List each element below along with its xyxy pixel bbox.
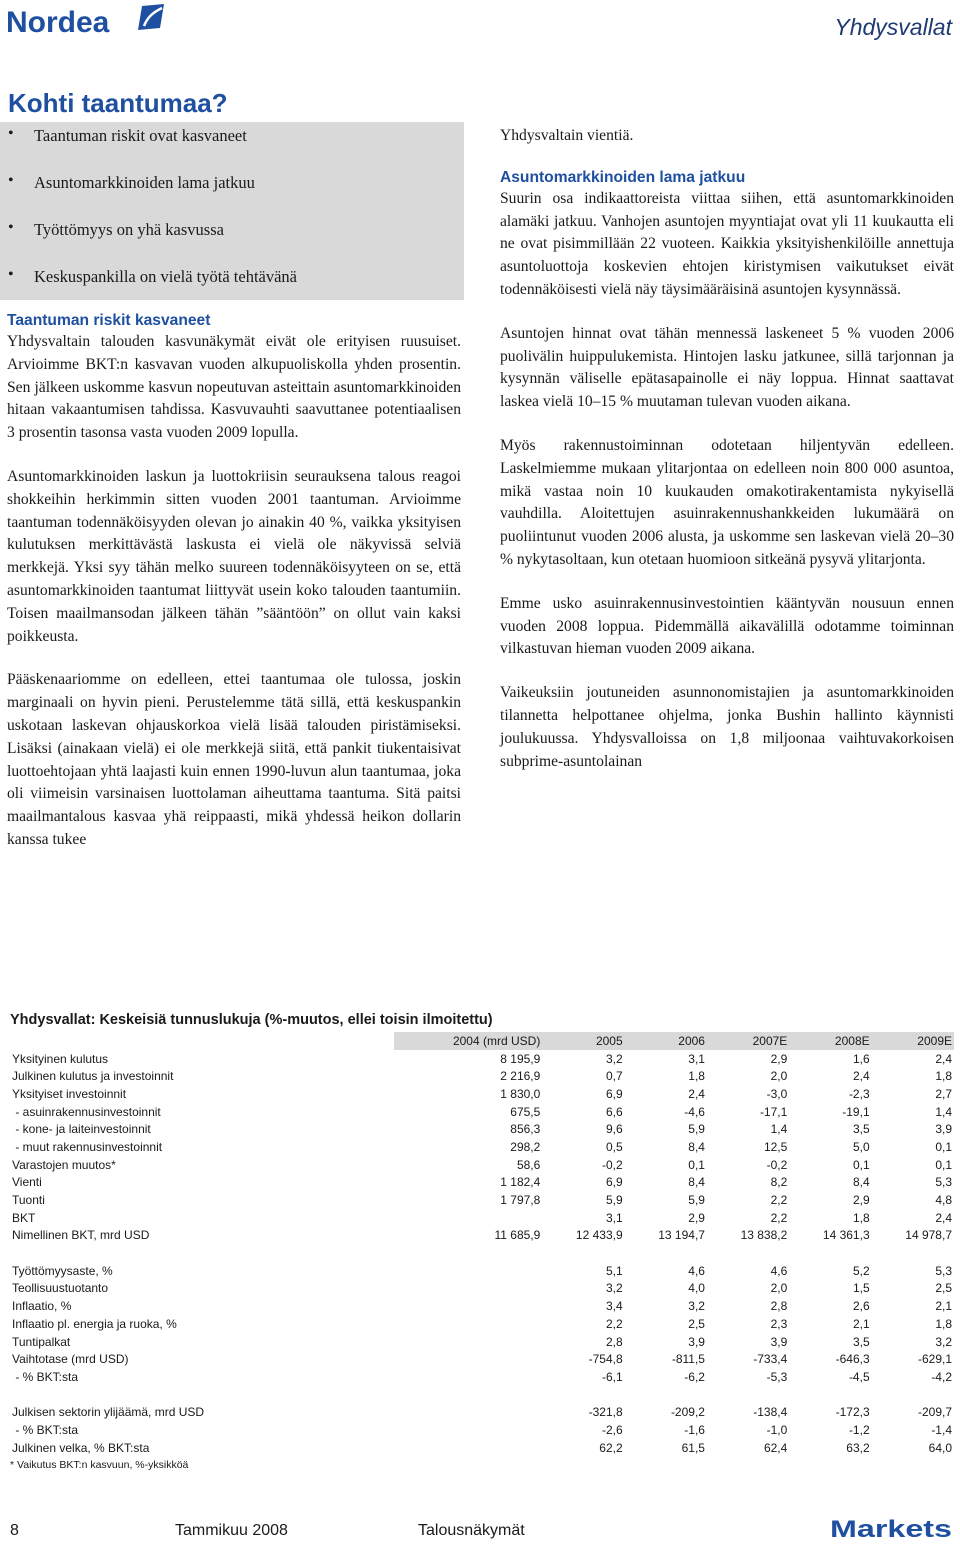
table-cell: 4,0 bbox=[688, 1281, 705, 1296]
table-cell: 0,1 bbox=[935, 1139, 952, 1154]
table-cell: 6,6 bbox=[605, 1104, 623, 1119]
row-label: Yksityinen kulutus bbox=[12, 1051, 109, 1066]
table-header-cell: 2005 bbox=[542, 1032, 624, 1050]
table-cell bbox=[394, 1439, 542, 1457]
row-label: - muut rakennusinvestoinnit bbox=[12, 1139, 163, 1154]
table-cell: -4,5 bbox=[848, 1369, 870, 1384]
table-cell: 2,4 bbox=[688, 1086, 705, 1101]
table-cell bbox=[394, 1350, 542, 1368]
key-figures-table bbox=[10, 1032, 954, 1457]
table-cell: -209,2 bbox=[670, 1405, 705, 1420]
paragraph: Suurin osa indikaattoreista viittaa siihen, että asuntomarkkinoiden alamäki jatkuu. Vanhojen asuntojen myyntiajat ovat yli 11 kuukautta eli ne ovat pisimmillään 22 vuoteen. Kaikkia yksityishenkilöille annettuja asuntoluottoja koskevien ehtojen kiristymisen vaikutukset eivät todennäköisesti vielä näy täysimääräisinä asuntojen kysynnässä. bbox=[500, 189, 954, 298]
row-label: Inflaatio pl. energia ja ruoka, % bbox=[12, 1316, 177, 1331]
table-row bbox=[10, 1227, 954, 1245]
table-cell: 8,4 bbox=[688, 1175, 705, 1190]
table-cell: 5,9 bbox=[688, 1122, 705, 1137]
table-cell: -1,0 bbox=[766, 1422, 788, 1437]
paragraph: Asuntomarkkinoiden laskun ja luottokriisin seurauksena talous reagoi shokkeihin herkimmin sitten vuoden 2001 taantuman. Arvioimme taantuman todennäköisyyden olevan jo ainakin 40 %, vaikka yksityisen kulutuksen merkittävästä laskusta ei vielä ole näkyvissä selviä merkkejä. Yksi syy tähän melko suureen todennäköisyyteen on se, että asuntomarkkinoiden taantumat liittyvät usein koko talouden taantumiin. Toisen maailmansodan jälkeen tähän ”sääntöön” on ollut vain kaksi poikkeusta. bbox=[7, 467, 461, 645]
paragraph: Vaikeuksiin joutuneiden asunnonomistajien ja asuntomarkkinoiden tilannetta helpottanee ohjelma, jonka Bushin hallinto käynnisti joulukuussa. Yhdysvalloissa on 1,8 miljoonaa vaihtuvakorkoisen subprime-asuntolainan bbox=[500, 684, 954, 770]
summary-bullet: • Työttömyys on yhä kasvussa bbox=[34, 220, 224, 240]
table-cell: 2,4 bbox=[935, 1210, 952, 1225]
table-cell: 58,6 bbox=[516, 1157, 541, 1172]
table-row bbox=[10, 1262, 954, 1280]
table-cell: 2,4 bbox=[935, 1051, 952, 1066]
section-heading: Taantuman riskit kasvaneet bbox=[7, 312, 211, 329]
table-cell: -172,3 bbox=[835, 1405, 870, 1420]
table-row bbox=[10, 1209, 954, 1227]
table-cell: -3,0 bbox=[766, 1086, 788, 1101]
row-label: Nimellinen BKT, mrd USD bbox=[12, 1228, 150, 1243]
nordea-logo bbox=[6, 2, 168, 40]
table-cell: 3,1 bbox=[605, 1210, 623, 1225]
table-cell: 1,8 bbox=[935, 1069, 952, 1084]
table-header-cell: 2009E bbox=[872, 1032, 954, 1050]
table-cell: 8,4 bbox=[688, 1139, 705, 1154]
row-label: Julkinen kulutus ja investoinnit bbox=[12, 1069, 174, 1084]
table-cell: -2,3 bbox=[848, 1086, 870, 1101]
table-header-cell: 2004 (mrd USD) bbox=[394, 1032, 542, 1050]
table-cell: 2,0 bbox=[770, 1069, 788, 1084]
table-cell: 3,2 bbox=[688, 1299, 705, 1314]
table-cell: 6,9 bbox=[605, 1086, 623, 1101]
table-cell: -4,2 bbox=[931, 1369, 952, 1384]
table-row bbox=[10, 1315, 954, 1333]
table-row bbox=[10, 1350, 954, 1368]
paragraph: Asuntojen hinnat ovat tähän mennessä laskeneet 5 % vuoden 2006 puolivälin huippulukemista. Hintojen lasku jatkunee, sillä tarjonnan ja kysynnän väliselle epätasapainolle ei näy loppua. Hinnat saattavat laskea vielä 10–15 % muutaman tulevan vuoden aikana. bbox=[500, 324, 954, 411]
table-cell: 1,4 bbox=[770, 1122, 788, 1137]
row-label: Inflaatio, % bbox=[12, 1299, 72, 1314]
key-figures-table-block bbox=[10, 1012, 954, 1471]
summary-bullet: • Keskuspankilla on vielä työtä tehtävänä bbox=[34, 267, 297, 287]
paragraph: Yhdysvaltain talouden kasvunäkymät eivät ole erityisen ruusuiset. Arvioimme BKT:n kasvavan vuoden alkupuoliskolla yhden prosentin. Sen jälkeen uskomme kasvun nopeutuvan asteittain asuntomarkkinoiden hitaan vakaantumisen tahdissa. Kasvuvauhti saavuttanee potentiaalisen 3 prosentin tasonsa vasta vuoden 2009 lopulla. bbox=[7, 333, 461, 442]
table-row bbox=[10, 1156, 954, 1174]
table-header-cell bbox=[10, 1032, 394, 1050]
table-cell: 61,5 bbox=[681, 1440, 705, 1455]
table-row bbox=[10, 1421, 954, 1439]
table-cell: 12 433,9 bbox=[575, 1228, 623, 1243]
table-row bbox=[10, 1439, 954, 1457]
row-label: - asuinrakennusinvestoinnit bbox=[12, 1104, 161, 1119]
table-cell: -19,1 bbox=[842, 1104, 870, 1119]
table-cell: 3,5 bbox=[852, 1122, 870, 1137]
table-cell: 0,1 bbox=[688, 1157, 705, 1172]
table-cell: 8,2 bbox=[770, 1175, 788, 1190]
table-row bbox=[10, 1191, 954, 1209]
row-label: Julkinen velka, % BKT:sta bbox=[12, 1440, 150, 1455]
table-cell: -6,2 bbox=[684, 1369, 705, 1384]
table-cell: 5,9 bbox=[688, 1193, 705, 1208]
table-cell: 9,6 bbox=[605, 1122, 623, 1137]
table-cell bbox=[394, 1403, 542, 1421]
table-cell: -17,1 bbox=[759, 1104, 788, 1119]
table-cell: 4,6 bbox=[688, 1263, 705, 1278]
table-cell bbox=[394, 1333, 542, 1351]
table-cell: -733,4 bbox=[753, 1352, 788, 1367]
svg-text:Nordea: Nordea bbox=[6, 6, 110, 39]
table-cell: 1 182,4 bbox=[500, 1175, 541, 1190]
table-cell: 63,2 bbox=[846, 1440, 870, 1455]
table-row bbox=[10, 1280, 954, 1298]
table-row bbox=[10, 1297, 954, 1315]
table-spacer-row bbox=[10, 1244, 954, 1262]
table-cell: 2,8 bbox=[605, 1334, 623, 1349]
table-cell bbox=[394, 1262, 542, 1280]
table-cell: 2,3 bbox=[770, 1316, 788, 1331]
table-cell: -629,1 bbox=[917, 1352, 952, 1367]
table-cell: 13 838,2 bbox=[740, 1228, 788, 1243]
table-cell: 2,0 bbox=[770, 1281, 788, 1296]
table-cell: 5,9 bbox=[605, 1193, 623, 1208]
table-cell: -138,4 bbox=[753, 1405, 788, 1420]
row-label: Vaihtotase (mrd USD) bbox=[12, 1352, 129, 1367]
table-row bbox=[10, 1333, 954, 1351]
table-cell: 14 361,3 bbox=[822, 1228, 870, 1243]
table-row bbox=[10, 1138, 954, 1156]
markets-logo bbox=[830, 1515, 954, 1541]
table-cell: 2,1 bbox=[935, 1299, 952, 1314]
table-cell: 3,9 bbox=[688, 1334, 705, 1349]
table-cell: 64,0 bbox=[928, 1440, 952, 1455]
table-cell: 3,2 bbox=[935, 1334, 952, 1349]
table-cell: 2,5 bbox=[688, 1316, 705, 1331]
row-label: Työttömyysaste, % bbox=[12, 1263, 113, 1278]
table-spacer-cell bbox=[10, 1386, 954, 1404]
table-header-cell: 2006 bbox=[625, 1032, 707, 1050]
table-cell: 0,5 bbox=[605, 1139, 623, 1154]
table-header-cell: 2007E bbox=[707, 1032, 789, 1050]
table-cell: 675,5 bbox=[510, 1104, 541, 1119]
table-cell: 5,0 bbox=[852, 1139, 870, 1154]
row-label: BKT bbox=[12, 1210, 36, 1225]
table-cell: 2,8 bbox=[770, 1299, 788, 1314]
table-cell: 5,1 bbox=[605, 1263, 623, 1278]
left-column bbox=[7, 311, 461, 873]
table-cell bbox=[394, 1421, 542, 1439]
summary-box bbox=[0, 122, 464, 300]
table-cell: 3,2 bbox=[605, 1281, 623, 1296]
row-label: - % BKT:sta bbox=[12, 1369, 79, 1384]
table-cell: 0,1 bbox=[852, 1157, 870, 1172]
table-cell: 2,2 bbox=[770, 1210, 788, 1225]
table-cell bbox=[394, 1368, 542, 1386]
table-row bbox=[10, 1368, 954, 1386]
table-cell: -5,3 bbox=[766, 1369, 788, 1384]
table-cell: 1,8 bbox=[688, 1069, 705, 1084]
row-label: Tuonti bbox=[12, 1193, 45, 1208]
table-row bbox=[10, 1174, 954, 1192]
table-cell: 2,5 bbox=[935, 1281, 952, 1296]
table-cell: 5,3 bbox=[935, 1175, 952, 1190]
table-cell: 3,4 bbox=[605, 1299, 623, 1314]
table-cell: 5,2 bbox=[852, 1263, 870, 1278]
table-cell bbox=[394, 1315, 542, 1333]
row-label: Teollisuustuotanto bbox=[12, 1281, 109, 1296]
table-cell: -321,8 bbox=[588, 1405, 623, 1420]
table-row bbox=[10, 1120, 954, 1138]
table-cell: 0,1 bbox=[935, 1157, 952, 1172]
table-cell: 4,8 bbox=[935, 1193, 952, 1208]
table-row bbox=[10, 1085, 954, 1103]
table-footnote: * Vaikutus BKT:n kasvuun, %-yksikköä bbox=[10, 1458, 189, 1471]
table-cell: 1,4 bbox=[935, 1104, 952, 1119]
table-cell: 1,8 bbox=[935, 1316, 952, 1331]
table-cell: 0,7 bbox=[605, 1069, 623, 1084]
table-cell: -0,2 bbox=[601, 1157, 623, 1172]
table-title: Yhdysvallat: Keskeisiä tunnuslukuja (%-muutos, ellei toisin ilmoitettu) bbox=[10, 1012, 493, 1028]
table-cell: 3,9 bbox=[770, 1334, 788, 1349]
summary-bullet: • Taantuman riskit ovat kasvaneet bbox=[34, 126, 247, 146]
table-cell: 8,4 bbox=[852, 1175, 870, 1190]
table-cell: 3,5 bbox=[852, 1334, 870, 1349]
table-cell: -6,1 bbox=[601, 1369, 623, 1384]
footer-publication: Talousnäkymät bbox=[418, 1522, 525, 1539]
table-cell: 1,5 bbox=[852, 1281, 870, 1296]
table-row bbox=[10, 1403, 954, 1421]
table-cell: -209,7 bbox=[917, 1405, 952, 1420]
section-title: Yhdysvallat bbox=[834, 14, 952, 40]
table-cell: 5,3 bbox=[935, 1263, 952, 1278]
table-spacer-cell bbox=[10, 1244, 954, 1262]
table-cell: 3,1 bbox=[688, 1051, 705, 1066]
section-heading: Asuntomarkkinoiden lama jatkuu bbox=[500, 168, 746, 186]
table-cell: 2,2 bbox=[605, 1316, 623, 1331]
table-spacer-row bbox=[10, 1386, 954, 1404]
table-cell bbox=[394, 1280, 542, 1298]
table-cell bbox=[394, 1297, 542, 1315]
table-cell: -646,3 bbox=[835, 1352, 870, 1367]
table-cell: 62,2 bbox=[599, 1440, 623, 1455]
table-cell: -1,6 bbox=[684, 1422, 705, 1437]
table-cell: 4,6 bbox=[770, 1263, 788, 1278]
svg-text:Markets: Markets bbox=[830, 1516, 952, 1541]
table-cell: 2,9 bbox=[688, 1210, 705, 1225]
page-number: 8 bbox=[10, 1522, 19, 1539]
table-cell: 3,9 bbox=[935, 1122, 952, 1137]
table-cell: -811,5 bbox=[671, 1352, 705, 1367]
table-cell: 12,5 bbox=[763, 1139, 788, 1154]
paragraph: Myös rakennustoiminnan odotetaan hiljentyvän edelleen. Laskelmiemme mukaan ylitarjontaa on edelleen noin 800 000 asuntoa, mikä vastaa noin 10 kuukauden omakotirakentamista nykyisellä vauhdilla. Aloitettujen asuinrakennushankkeiden lukumäärä on puoliintunut vuoden 2006 alusta, ja uskomme sen laskevan vielä 20–30 % nykytasoltaan, kun otetaan huomioon sitkeänä pysyvä ylitarjonta. bbox=[500, 436, 954, 568]
table-cell: 2 216,9 bbox=[500, 1069, 541, 1084]
footer-date: Tammikuu 2008 bbox=[175, 1522, 288, 1539]
row-label: Yksityiset investoinnit bbox=[12, 1086, 127, 1101]
page-title: Kohti taantumaa? bbox=[8, 88, 228, 118]
table-row bbox=[10, 1103, 954, 1121]
table-row bbox=[10, 1067, 954, 1085]
table-cell: 3,2 bbox=[605, 1051, 623, 1066]
paragraph: Yhdysvaltain vientiä. bbox=[500, 127, 634, 144]
table-cell: 2,2 bbox=[770, 1193, 788, 1208]
paragraph: Emme usko asuinrakennusinvestointien kääntyvän nousuun ennen vuoden 2008 loppua. Pidemmällä aikavälillä odotamme toiminnan vilkastuvan hieman vuoden 2009 aikana. bbox=[500, 594, 954, 658]
table-cell: 2,9 bbox=[852, 1193, 870, 1208]
row-label: - % BKT:sta bbox=[12, 1422, 79, 1437]
table-cell: 2,7 bbox=[935, 1086, 952, 1101]
table-cell: 6,9 bbox=[605, 1175, 623, 1190]
table-cell: 1 797,8 bbox=[500, 1193, 541, 1208]
row-label: Vienti bbox=[12, 1175, 42, 1190]
summary-bullet: • Asuntomarkkinoiden lama jatkuu bbox=[34, 173, 255, 193]
table-header-row bbox=[10, 1032, 954, 1050]
table-row bbox=[10, 1050, 954, 1068]
table-cell bbox=[394, 1209, 542, 1227]
table-cell: -2,6 bbox=[601, 1422, 623, 1437]
table-cell: 1,8 bbox=[852, 1210, 870, 1225]
table-cell: 298,2 bbox=[510, 1139, 541, 1154]
table-cell: 2,6 bbox=[852, 1299, 870, 1314]
table-cell: 62,4 bbox=[763, 1440, 788, 1455]
table-cell: 2,4 bbox=[852, 1069, 870, 1084]
table-cell: 11 685,9 bbox=[494, 1228, 541, 1243]
table-cell: 13 194,7 bbox=[658, 1228, 705, 1243]
table-cell: 2,1 bbox=[852, 1316, 870, 1331]
table-cell: 14 978,7 bbox=[905, 1228, 952, 1243]
right-column bbox=[500, 125, 954, 794]
row-label: Tuntipalkat bbox=[12, 1334, 71, 1349]
table-cell: 1,6 bbox=[852, 1051, 870, 1066]
table-cell: -4,6 bbox=[684, 1104, 705, 1119]
table-cell: -1,2 bbox=[848, 1422, 870, 1437]
table-cell: -754,8 bbox=[588, 1352, 623, 1367]
row-label: - kone- ja laiteinvestoinnit bbox=[12, 1122, 151, 1137]
table-header-cell: 2008E bbox=[789, 1032, 871, 1050]
table-cell: 8 195,9 bbox=[500, 1051, 541, 1066]
table-cell: 2,9 bbox=[770, 1051, 788, 1066]
row-label: Varastojen muutos* bbox=[12, 1157, 116, 1172]
table-cell: -0,2 bbox=[766, 1157, 788, 1172]
paragraph: Pääskenaariomme on edelleen, ettei taantumaa ole tulossa, joskin marginaali on hyvin pieni. Perustelemme tätä sillä, että keskuspankin uskotaan laskevan ohjauskorkoa vielä lisää talouden piristämiseksi. Lisäksi (ainakaan vielä) ei ole merkkejä siitä, että pankit tiukentaisivat luottoehtojaan yhtä laajasti kuin ennen 1990-luvun alun taantumaa, joka oli viimeisin varsinaisen luottolaman aiheuttama taantuma. Sitä paitsi maailmantalous kasvaa yhä reippaasti, mikä yhdessä heikon dollarin kanssa tukee bbox=[7, 671, 461, 848]
table-cell: -1,4 bbox=[931, 1422, 952, 1437]
table-cell: 1 830,0 bbox=[500, 1086, 541, 1101]
table-cell: 856,3 bbox=[510, 1122, 541, 1137]
row-label: Julkisen sektorin ylijäämä, mrd USD bbox=[12, 1405, 205, 1420]
